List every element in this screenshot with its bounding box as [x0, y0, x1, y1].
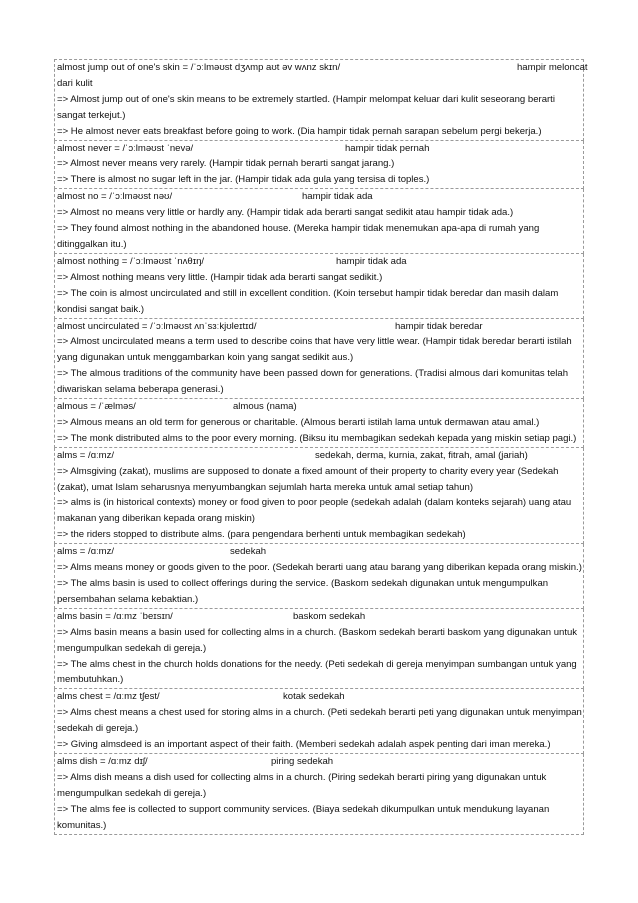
- entry-example-line: => Almost no means very little or hardly any. (Hampir tidak ada berarti sangat sedikit atau hampir tidak ada.): [57, 207, 514, 219]
- entry-translation: hampir tidak pernah: [345, 142, 430, 154]
- entry-heading: [57, 754, 582, 770]
- entry-translation: sedekah, derma, kurnia, zakat, fitrah, amal (jariah): [315, 449, 528, 461]
- entry-term: almost jump out of one's skin = /ˈɔːlməʊst dʒʌmp aʊt əv wʌnz skɪn/: [57, 62, 341, 73]
- entry-example-line: => Almost uncirculated means a term used to describe coins that have very little wear. (Hampir tidak beredar berarti istilah yang digunakan untuk menggambarkan koin yang sangat sedikit aus.): [57, 336, 572, 364]
- entry-example-line: => He almost never eats breakfast before going to work. (Dia hampir tidak pernah sarapan sebelum pergi bekerja.): [57, 125, 542, 137]
- vocab-entry: [54, 544, 584, 609]
- entry-translation: hampir tidak ada: [336, 255, 407, 267]
- entry-term: almost no = /ˈɔːlməʊst nəʊ/: [57, 191, 173, 203]
- entry-translation: almous (nama): [233, 401, 297, 413]
- entry-example-line: => alms is (in historical contexts) money or food given to poor people (sedekah adalah (dalam konteks sejarah) uang atau makanan yang diberikan kepada orang miskin): [57, 497, 572, 525]
- entry-term: alms = /ɑːmz/: [57, 546, 115, 558]
- entry-example-line: => They found almost nothing in the abandoned house. (Mereka hampir tidak menemukan apa-apa di rumah yang ditinggalkan itu.): [57, 223, 540, 250]
- entry-term: alms chest = /ɑːmz tʃest/: [57, 691, 160, 703]
- entry-heading: [57, 319, 582, 335]
- vocab-entry: [54, 689, 584, 754]
- vocabulary-list: [54, 59, 588, 835]
- vocab-entry: [54, 189, 584, 254]
- entry-heading: [57, 254, 582, 270]
- entry-example-line: dari kulit: [57, 77, 93, 89]
- entry-example-line: => Almsgiving (zakat), muslims are supposed to donate a fixed amount of their property to charity every year (Sedekah (zakat), umat Islam seharusnya menyumbangkan sejumlah harta mereka untuk amal setiap tahun): [57, 465, 559, 493]
- vocab-entry: [54, 319, 584, 400]
- entry-term: almost nothing = /ˈɔːlməʊst ˈnʌθɪŋ/: [57, 255, 205, 267]
- entry-translation: baskom sedekah: [293, 610, 366, 622]
- entry-heading: [57, 189, 582, 205]
- entry-translation: piring sedekah: [271, 755, 334, 767]
- vocab-entry: [54, 754, 584, 835]
- entry-example-line: => There is almost no sugar left in the jar. (Hampir tidak ada gula yang tersisa di toples.): [57, 174, 430, 186]
- vocab-entry: [54, 448, 584, 544]
- entry-heading: [57, 60, 588, 76]
- entry-heading: [57, 609, 582, 625]
- vocab-entry: [54, 399, 584, 448]
- entry-translation: sedekah: [230, 546, 267, 558]
- entry-term: alms basin = /ɑːmz ˈbeɪsɪn/: [57, 610, 173, 622]
- entry-translation: hampir tidak beredar: [395, 320, 483, 332]
- entry-example-line: => The alms fee is collected to support community services. (Biaya sedekah dikumpulkan untuk mendukung layanan komunitas.): [57, 803, 550, 831]
- entry-example-line: => Almost jump out of one's skin means to be extremely startled. (Hampir melompat keluar dari kulit seseorang berarti sangat terkejut.): [57, 93, 555, 121]
- entry-example-line: => Alms chest means a chest used for storing alms in a church. (Peti sedekah berarti peti yang digunakan untuk menyimpan sedekah di gereja.): [57, 707, 582, 735]
- entry-term: alms dish = /ɑːmz dɪʃ/: [57, 755, 148, 767]
- entry-example-line: => The almous traditions of the community have been passed down for generations. (Tradisi almous dari komunitas telah diwariskan selama beberapa generasi.): [57, 368, 569, 396]
- entry-example-line: => The alms basin is used to collect offerings during the service. (Baskom sedekah digunakan untuk mengumpulkan persembahan selama kebaktian.): [57, 578, 549, 605]
- entry-example-line: => Almous means an old term for generous or charitable. (Almous berarti istilah lama untuk dermawan atau amal.): [57, 416, 540, 428]
- entry-example-line: => The alms chest in the church holds donations for the needy. (Peti sedekah di gereja menyimpan sumbangan untuk yang membutuhkan.): [57, 658, 577, 686]
- vocab-entry: [54, 609, 584, 690]
- entry-term: almous = /ˈælməs/: [57, 401, 136, 413]
- entry-heading: [57, 689, 582, 705]
- vocab-entry: [54, 141, 584, 190]
- entry-term: almost uncirculated = /ˈɔːlməʊst ʌnˈsɜːkjʊleɪtɪd/: [57, 320, 257, 332]
- entry-heading: [57, 141, 582, 157]
- entry-translation: kotak sedekah: [283, 691, 345, 703]
- entry-example-line: => The coin is almost uncirculated and still in excellent condition. (Koin tersebut hampir tidak beredar dan masih dalam kondisi sangat baik.): [57, 287, 559, 315]
- entry-example-line: => The monk distributed alms to the poor every morning. (Biksu itu membagikan sedekah kepada yang miskin setiap pagi.): [57, 432, 577, 444]
- vocab-entry: [54, 254, 584, 319]
- entry-example-line: => Alms means money or goods given to the poor. (Sedekah berarti uang atau barang yang diberikan kepada orang miskin.): [57, 562, 582, 574]
- entry-example-line: => Giving almsdeed is an important aspect of their faith. (Memberi sedekah adalah aspek penting dari iman mereka.): [57, 739, 551, 751]
- entry-heading: [57, 544, 582, 560]
- entry-example-line: => Alms dish means a dish used for collecting alms in a church. (Piring sedekah berarti piring yang digunakan untuk mengumpulkan sedekah di gereja.): [57, 771, 547, 799]
- vocab-entry: [54, 59, 588, 141]
- entry-example-line: => the riders stopped to distribute alms. (para pengendara berhenti untuk membagikan sedekah): [57, 529, 466, 541]
- entry-heading: [57, 399, 582, 415]
- entry-example-line: => Alms basin means a basin used for collecting alms in a church. (Baskom sedekah berarti baskom yang digunakan untuk mengumpulkan sedekah di gereja.): [57, 626, 578, 654]
- entry-term: alms = /ɑːmz/: [57, 449, 115, 461]
- entry-term: almost never = /ˈɔːlməʊst ˈnevə/: [57, 142, 194, 154]
- entry-translation: hampir meloncat: [517, 62, 588, 73]
- entry-heading: [57, 448, 582, 464]
- entry-example-line: => Almost nothing means very little. (Hampir tidak ada berarti sangat sedikit.): [57, 271, 383, 283]
- entry-example-line: => Almost never means very rarely. (Hampir tidak pernah berarti sangat jarang.): [57, 158, 395, 170]
- entry-translation: hampir tidak ada: [302, 191, 373, 203]
